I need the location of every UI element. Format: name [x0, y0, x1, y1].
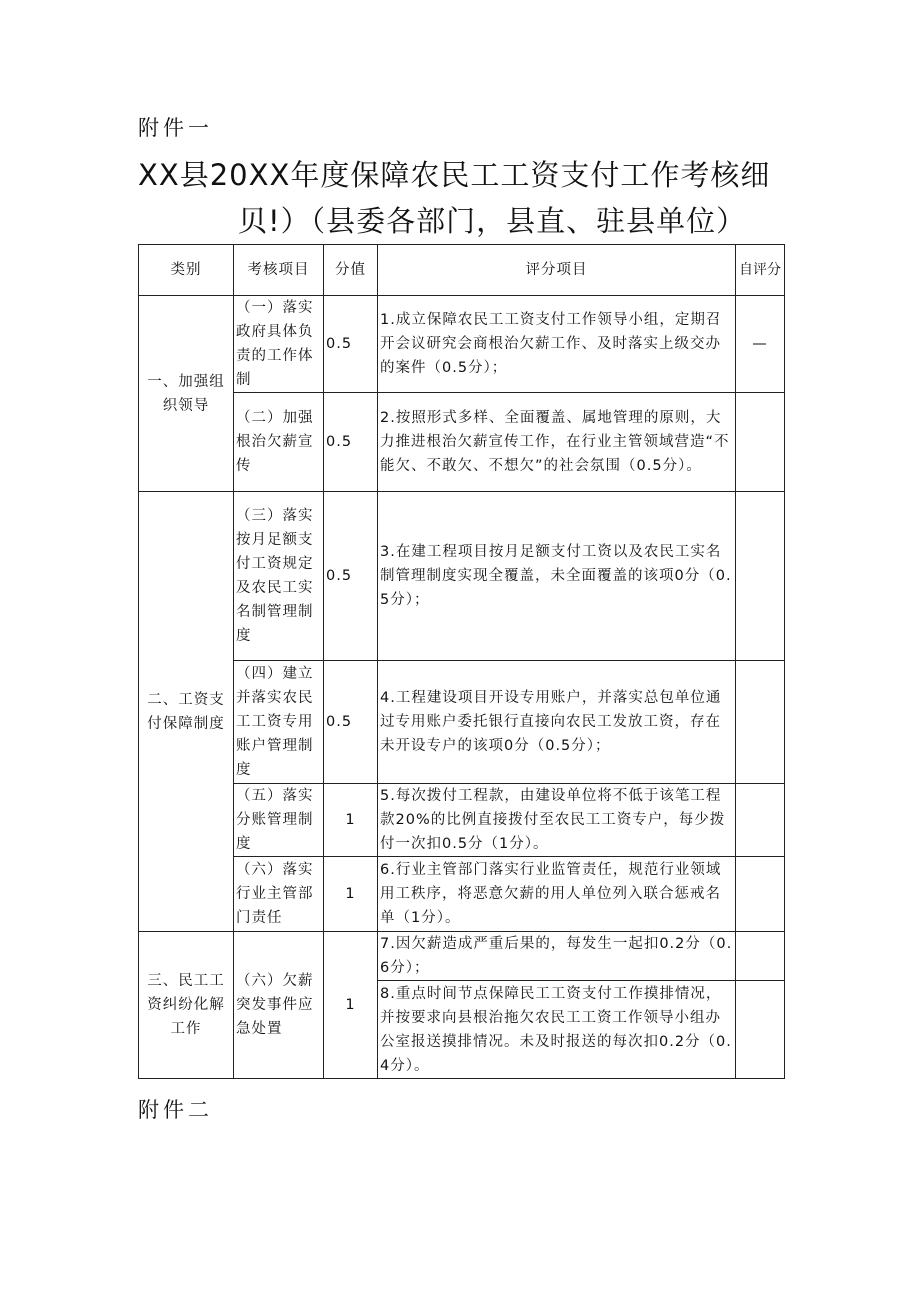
criteria-cell: 3.在建工程项目按月足额支付工资以及农民工实名制管理制度实现全覆盖，未全面覆盖的该项0分（0.5分）；	[378, 492, 736, 661]
header-item: 考核项目	[234, 245, 324, 296]
item-cell: （二）加强根治欠薪宣传	[234, 393, 324, 492]
attachment-two-label: 附件二	[138, 1098, 213, 1122]
score-cell: 0.5	[324, 296, 378, 393]
score-cell: 0.5	[324, 393, 378, 492]
criteria-cell: 8.重点时间节点保障民工工资支付工作摸排情况，并按要求向县根治拖欠农民工工资工作领导小组办公室报送摸排情况。未及时报送的每次扣0.2分（0.4分）。	[378, 981, 736, 1079]
item-cell: （四）建立并落实农民工工资专用账户管理制度	[234, 661, 324, 784]
header-category: 类别	[139, 245, 234, 296]
category-cell: 二、工资支付保障制度	[139, 492, 234, 932]
header-criteria: 评分项目	[378, 245, 736, 296]
score-cell: 1	[324, 932, 378, 1079]
score-cell: 1	[324, 784, 378, 857]
score-cell: 0.5	[324, 661, 378, 784]
item-cell: （三）落实按月足额支付工资规定及农民工实名制管理制度	[234, 492, 324, 661]
self-score-cell	[736, 981, 785, 1079]
self-score-cell	[736, 857, 785, 932]
table-row	[139, 932, 785, 981]
table-row	[139, 784, 785, 857]
criteria-cell: 5.每次拨付工程款，由建设单位将不低于该笔工程款20%的比例直接拨付至农民工工资专户，每少拨付一次扣0.5分（1分）。	[378, 784, 736, 857]
score-cell: 0.5	[324, 492, 378, 661]
attachment-one-label: 附件一	[138, 116, 213, 140]
item-cell: （一）落实政府具体负责的工作体制	[234, 296, 324, 393]
self-score-cell	[736, 784, 785, 857]
item-cell: （六）欠薪突发事件应急处置	[234, 932, 324, 1079]
criteria-cell: 1.成立保障农民工工资支付工作领导小组，定期召开会议研究会商根治欠薪工作、及时落实上级交办的案件（0.5分）；	[378, 296, 736, 393]
criteria-cell: 6.行业主管部门落实行业监管责任，规范行业领域用工秩序，将恶意欠薪的用人单位列入联合惩戒名单（1分）。	[378, 857, 736, 932]
assessment-table	[138, 244, 785, 1079]
item-cell: （六）落实行业主管部门责任	[234, 857, 324, 932]
criteria-cell: 4.工程建设项目开设专用账户，并落实总包单位通过专用账户委托银行直接向农民工发放工资，存在未开设专户的该项0分（0.5分）；	[378, 661, 736, 784]
category-cell: 一、加强组织领导	[139, 296, 234, 492]
table-row	[139, 857, 785, 932]
header-score: 分值	[324, 245, 378, 296]
item-cell: （五）落实分账管理制度	[234, 784, 324, 857]
category-cell: 三、民工工资纠纷化解工作	[139, 932, 234, 1079]
criteria-cell: 7.因欠薪造成严重后果的，每发生一起扣0.2分（0.6分）；	[378, 932, 736, 981]
table-header-row	[139, 245, 785, 296]
self-score-cell: —	[736, 296, 785, 393]
table-row	[139, 296, 785, 393]
table-row	[139, 492, 785, 661]
criteria-cell: 2.按照形式多样、全面覆盖、属地管理的原则，大力推进根治欠薪宣传工作，在行业主管领域营造“不能欠、不敢欠、不想欠”的社会氛围（0.5分）。	[378, 393, 736, 492]
page-title-line-1: XX县20XX年度保障农民工工资支付工作考核细	[138, 158, 771, 192]
self-score-cell	[736, 932, 785, 981]
self-score-cell	[736, 661, 785, 784]
self-score-cell	[736, 492, 785, 661]
self-score-cell	[736, 393, 785, 492]
table-row	[139, 393, 785, 492]
page-title-line-2: 贝!）（县委各部门，县直、驻县单位）	[238, 204, 747, 238]
score-cell: 1	[324, 857, 378, 932]
header-self-score: 自评分	[736, 245, 785, 296]
table-row	[139, 661, 785, 784]
